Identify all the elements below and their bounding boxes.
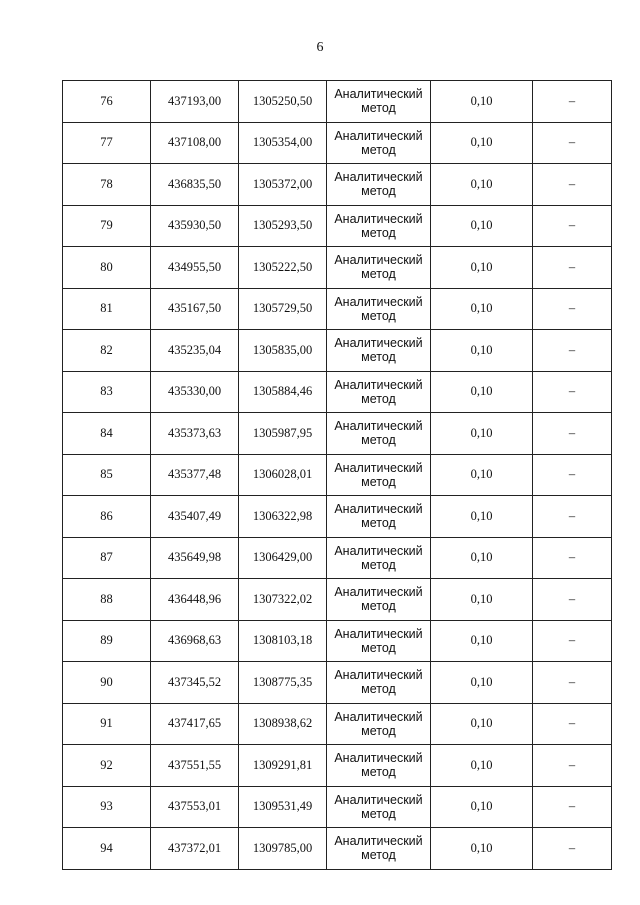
method-line-2: метод <box>361 765 396 780</box>
coordinate-x-cell: 436835,50 <box>151 164 239 206</box>
coordinate-y-cell: 1305372,00 <box>239 164 327 206</box>
table-row <box>63 620 612 662</box>
method-cell <box>327 579 431 621</box>
coordinate-y-cell: 1308775,35 <box>239 662 327 704</box>
method-cell <box>327 122 431 164</box>
method-line-1: Аналитический <box>334 668 423 683</box>
row-number-cell: 93 <box>63 786 151 828</box>
accuracy-cell: 0,10 <box>431 413 533 455</box>
coordinate-x-cell: 434955,50 <box>151 247 239 289</box>
note-cell: – <box>533 164 612 206</box>
coordinate-y-cell: 1307322,02 <box>239 579 327 621</box>
method-line-1: Аналитический <box>334 751 423 766</box>
note-cell: – <box>533 620 612 662</box>
method-line-1: Аналитический <box>334 128 423 143</box>
method-cell <box>327 81 431 123</box>
accuracy-cell: 0,10 <box>431 828 533 870</box>
method-cell <box>327 205 431 247</box>
method-line-2: метод <box>361 640 396 655</box>
method-cell <box>327 786 431 828</box>
method-line-1: Аналитический <box>334 87 423 102</box>
accuracy-cell: 0,10 <box>431 164 533 206</box>
coordinate-y-cell: 1305354,00 <box>239 122 327 164</box>
table-row <box>63 288 612 330</box>
method-line-2: метод <box>361 101 396 116</box>
row-number-cell: 94 <box>63 828 151 870</box>
row-number-cell: 83 <box>63 371 151 413</box>
table-row <box>63 330 612 372</box>
coordinate-x-cell: 435167,50 <box>151 288 239 330</box>
note-cell: – <box>533 496 612 538</box>
table-row <box>63 413 612 455</box>
method-line-1: Аналитический <box>334 336 423 351</box>
method-line-2: метод <box>361 267 396 282</box>
method-line-1: Аналитический <box>334 543 423 558</box>
method-line-1: Аналитический <box>334 253 423 268</box>
method-cell <box>327 371 431 413</box>
row-number-cell: 77 <box>63 122 151 164</box>
method-cell <box>327 537 431 579</box>
method-line-1: Аналитический <box>334 211 423 226</box>
note-cell: – <box>533 537 612 579</box>
method-cell <box>327 330 431 372</box>
method-line-1: Аналитический <box>334 377 423 392</box>
method-line-2: метод <box>361 474 396 489</box>
note-cell: – <box>533 454 612 496</box>
table-row <box>63 579 612 621</box>
coordinate-x-cell: 437108,00 <box>151 122 239 164</box>
table-row <box>63 81 612 123</box>
coordinate-x-cell: 437551,55 <box>151 745 239 787</box>
coordinate-x-cell: 435407,49 <box>151 496 239 538</box>
method-line-2: метод <box>361 142 396 157</box>
row-number-cell: 80 <box>63 247 151 289</box>
coordinate-x-cell: 436968,63 <box>151 620 239 662</box>
method-line-1: Аналитический <box>334 709 423 724</box>
note-cell: – <box>533 288 612 330</box>
coordinate-y-cell: 1306322,98 <box>239 496 327 538</box>
row-number-cell: 89 <box>63 620 151 662</box>
coordinate-x-cell: 436448,96 <box>151 579 239 621</box>
row-number-cell: 81 <box>63 288 151 330</box>
method-cell <box>327 828 431 870</box>
table-row <box>63 247 612 289</box>
method-line-1: Аналитический <box>334 834 423 849</box>
note-cell: – <box>533 330 612 372</box>
coordinate-x-cell: 435930,50 <box>151 205 239 247</box>
method-line-2: метод <box>361 723 396 738</box>
method-line-2: метод <box>361 350 396 365</box>
coordinate-x-cell: 437417,65 <box>151 703 239 745</box>
method-line-2: метод <box>361 225 396 240</box>
table-body <box>63 81 612 870</box>
method-line-2: метод <box>361 433 396 448</box>
method-cell <box>327 247 431 289</box>
method-cell <box>327 745 431 787</box>
note-cell: – <box>533 745 612 787</box>
method-cell <box>327 288 431 330</box>
note-cell: – <box>533 371 612 413</box>
method-cell <box>327 413 431 455</box>
table-row <box>63 454 612 496</box>
coordinate-y-cell: 1309531,49 <box>239 786 327 828</box>
method-cell <box>327 662 431 704</box>
coordinate-y-cell: 1305250,50 <box>239 81 327 123</box>
method-line-2: метод <box>361 308 396 323</box>
method-cell <box>327 620 431 662</box>
accuracy-cell: 0,10 <box>431 620 533 662</box>
note-cell: – <box>533 662 612 704</box>
table-row <box>63 122 612 164</box>
accuracy-cell: 0,10 <box>431 330 533 372</box>
coordinate-y-cell: 1306028,01 <box>239 454 327 496</box>
coordinate-x-cell: 435235,04 <box>151 330 239 372</box>
note-cell: – <box>533 247 612 289</box>
accuracy-cell: 0,10 <box>431 81 533 123</box>
accuracy-cell: 0,10 <box>431 496 533 538</box>
table-row <box>63 164 612 206</box>
coordinates-table <box>62 80 612 870</box>
row-number-cell: 86 <box>63 496 151 538</box>
coordinate-y-cell: 1305884,46 <box>239 371 327 413</box>
row-number-cell: 78 <box>63 164 151 206</box>
note-cell: – <box>533 81 612 123</box>
method-line-2: метод <box>361 806 396 821</box>
coordinate-x-cell: 437193,00 <box>151 81 239 123</box>
accuracy-cell: 0,10 <box>431 122 533 164</box>
note-cell: – <box>533 122 612 164</box>
row-number-cell: 92 <box>63 745 151 787</box>
row-number-cell: 79 <box>63 205 151 247</box>
method-line-2: метод <box>361 184 396 199</box>
table-row <box>63 496 612 538</box>
table-row <box>63 537 612 579</box>
coordinate-x-cell: 435373,63 <box>151 413 239 455</box>
method-line-1: Аналитический <box>334 294 423 309</box>
note-cell: – <box>533 786 612 828</box>
accuracy-cell: 0,10 <box>431 247 533 289</box>
table-row <box>63 662 612 704</box>
coordinate-x-cell: 435649,98 <box>151 537 239 579</box>
row-number-cell: 84 <box>63 413 151 455</box>
coordinate-y-cell: 1308103,18 <box>239 620 327 662</box>
row-number-cell: 88 <box>63 579 151 621</box>
note-cell: – <box>533 828 612 870</box>
accuracy-cell: 0,10 <box>431 537 533 579</box>
method-line-1: Аналитический <box>334 502 423 517</box>
accuracy-cell: 0,10 <box>431 662 533 704</box>
coordinate-y-cell: 1305987,95 <box>239 413 327 455</box>
table-row <box>63 371 612 413</box>
note-cell: – <box>533 579 612 621</box>
accuracy-cell: 0,10 <box>431 288 533 330</box>
accuracy-cell: 0,10 <box>431 205 533 247</box>
row-number-cell: 91 <box>63 703 151 745</box>
coordinate-x-cell: 435377,48 <box>151 454 239 496</box>
coordinate-y-cell: 1305222,50 <box>239 247 327 289</box>
coordinate-y-cell: 1308938,62 <box>239 703 327 745</box>
accuracy-cell: 0,10 <box>431 371 533 413</box>
table-row <box>63 828 612 870</box>
method-line-2: метод <box>361 682 396 697</box>
row-number-cell: 90 <box>63 662 151 704</box>
coordinate-y-cell: 1305293,50 <box>239 205 327 247</box>
note-cell: – <box>533 703 612 745</box>
method-line-2: метод <box>361 557 396 572</box>
method-line-2: метод <box>361 848 396 863</box>
row-number-cell: 85 <box>63 454 151 496</box>
coordinate-x-cell: 437372,01 <box>151 828 239 870</box>
coordinate-x-cell: 437345,52 <box>151 662 239 704</box>
method-cell <box>327 703 431 745</box>
method-cell <box>327 454 431 496</box>
table-row <box>63 745 612 787</box>
row-number-cell: 76 <box>63 81 151 123</box>
method-line-1: Аналитический <box>334 792 423 807</box>
accuracy-cell: 0,10 <box>431 745 533 787</box>
method-line-1: Аналитический <box>334 460 423 475</box>
coordinate-y-cell: 1305835,00 <box>239 330 327 372</box>
coordinate-x-cell: 435330,00 <box>151 371 239 413</box>
page-number: 6 <box>316 40 324 55</box>
note-cell: – <box>533 413 612 455</box>
coordinate-x-cell: 437553,01 <box>151 786 239 828</box>
method-line-2: метод <box>361 516 396 531</box>
method-line-2: метод <box>361 391 396 406</box>
note-cell: – <box>533 205 612 247</box>
accuracy-cell: 0,10 <box>431 454 533 496</box>
coordinate-y-cell: 1305729,50 <box>239 288 327 330</box>
table-row <box>63 703 612 745</box>
method-line-1: Аналитический <box>334 170 423 185</box>
table-row <box>63 205 612 247</box>
accuracy-cell: 0,10 <box>431 703 533 745</box>
row-number-cell: 87 <box>63 537 151 579</box>
method-line-2: метод <box>361 599 396 614</box>
accuracy-cell: 0,10 <box>431 579 533 621</box>
table-row <box>63 786 612 828</box>
method-line-1: Аналитический <box>334 419 423 434</box>
coordinate-y-cell: 1306429,00 <box>239 537 327 579</box>
method-cell <box>327 164 431 206</box>
method-cell <box>327 496 431 538</box>
coordinate-y-cell: 1309785,00 <box>239 828 327 870</box>
accuracy-cell: 0,10 <box>431 786 533 828</box>
row-number-cell: 82 <box>63 330 151 372</box>
method-line-1: Аналитический <box>334 626 423 641</box>
coordinate-y-cell: 1309291,81 <box>239 745 327 787</box>
method-line-1: Аналитический <box>334 585 423 600</box>
